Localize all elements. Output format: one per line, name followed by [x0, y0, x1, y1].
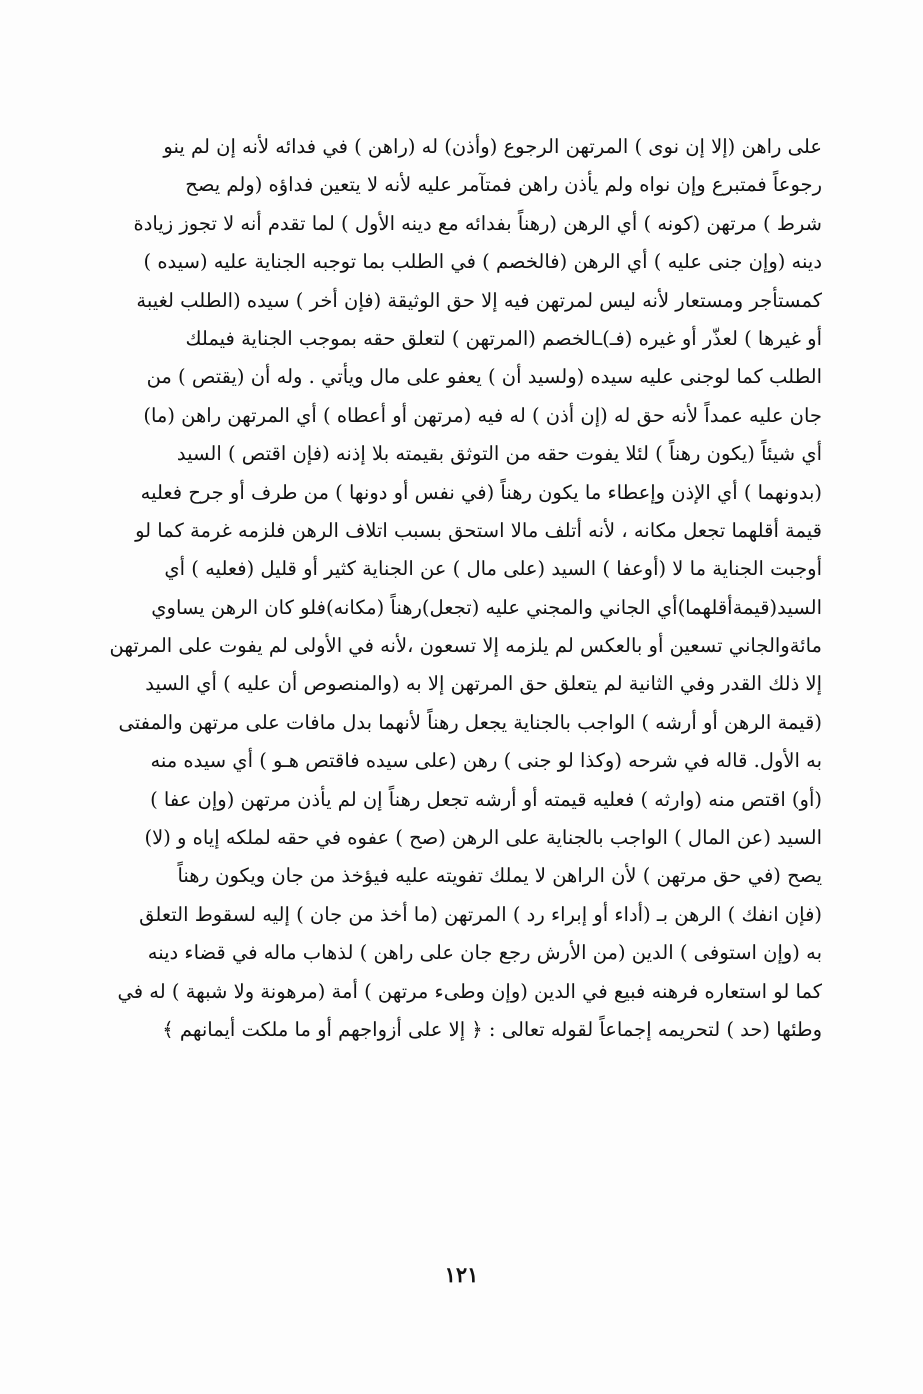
text-line: أوجبت الجناية ما لا (أوعفا ) السيد (على مال ) عن الجناية كثير أو قليل (فعليه ) أي [164, 557, 822, 581]
text-line: أو غيرها ) لعذّر أو غيره (فـ)ـالخصم (المرتهن ) لتعلق حقه بموجب الجناية فيملك [185, 326, 822, 350]
text-line: (بدونهما ) أي الإذن وإعطاء ما يكون رهناً (في نفس أو دونها ) من طرف أو جرح فعليه [140, 480, 822, 504]
text-line: جان عليه عمداً لأنه حق له (إن أذن ) له فيه (مرتهن أو أعطاه ) أي المرتهن راهن (ما) [143, 403, 822, 427]
text-line: مائةوالجاني تسعين أو بالعكس لم يلزمه إلا تسعون ،لأنه في الأولى لم يفوت على المرتهن [109, 634, 822, 658]
text-line: شرط ) مرتهن (كونه ) أي الرهن (رهناً بفدائه مع دينه الأول ) لما تقدم أنه لا تجوز زيادة [133, 211, 822, 235]
text-line: (فإن انفك ) الرهن بـ (أداء أو إبراء رد ) المرتهن (ما أخذ من جان ) إليه لسقوط التعلق [139, 902, 822, 926]
text-line: قيمة أقلهما تجعل مكانه ، لأنه أتلف مالا استحق بسبب اتلاف الرهن فلزمه غرمة كما لو [135, 518, 822, 542]
text-line: به الأول. قاله في شرحه (وكذا لو جنى ) رهن (على سيده فاقتص هـو ) أي سيده منه [150, 749, 822, 773]
page-number: ١٢١ [444, 1262, 479, 1287]
text-line: (أو) اقتص منه (وارثه ) فعليه قيمته أو أرشه تجعل رهناً إن لم يأذن مرتهن (وإن عفا ) [150, 787, 822, 811]
text-line: السيد(قيمةأقلهما)أي الجاني والمجني عليه (تجعل)رهناً (مكانه)فلو كان الرهن يساوي [151, 595, 822, 619]
text-line: دينه (وإن جنى عليه ) أي الرهن (فالخصم ) في الطلب بما توجبه الجناية عليه (سيده ) [143, 250, 822, 274]
text-line: به (وإن استوفى ) الدين (من الأرش رجع جان على راهن ) لذهاب ماله في قضاء دينه [147, 941, 822, 965]
text-line: كمستأجر ومستعار لأنه ليس لمرتهن فيه إلا حق الوثيقة (فإن أخر ) سيده (الطلب لغيبة [136, 288, 822, 312]
text-line: رجوعاً فمتبرع وإن نواه ولم يأذن راهن فمتآمر عليه لأنه لا يتعين فداؤه (ولم يصح [185, 173, 822, 197]
text-line: أي شيئاً (يكون رهناً ) لئلا يفوت حقه من التوثق بقيمته بلا إذنه (فإن اقتص ) السيد [176, 442, 822, 466]
body-text [100, 128, 822, 1049]
text-line: السيد (عن المال ) الواجب بالجناية على الرهن (صح ) عفوه في حقه لملكه إياه و (لا) [144, 826, 822, 850]
text-line: على راهن (إلا إن نوى ) المرتهن الرجوع (وأذن) له (راهن ) في فدائه لأنه إن لم ينو [163, 135, 822, 158]
text-line: يصح (في حق مرتهن ) لأن الراهن لا يملك تفويته عليه فيؤخذ من جان ويكون رهناً [177, 864, 822, 888]
text-line: الطلب كما لوجنى عليه سيده (ولسيد أن ) يعفو على مال ويأتي . وله أن (يقتص ) من [146, 365, 822, 389]
text-line: إلا ذلك القدر وفي الثانية لم يتعلق حق المرتهن إلا به (والمنصوص أن عليه ) أي السيد [145, 672, 822, 696]
text-line: (قيمة الرهن أو أرشه ) الواجب بالجناية يجعل رهناً لأنهما بدل مافات على مرتهن والمفتى [118, 710, 822, 734]
text-line: وطئها (حد ) لتحريمه إجماعاً لقوله تعالى : ﴿ إلا على أزواجهم أو ما ملكت أيمانهم ﴾ [162, 1017, 822, 1041]
text-line: كما لو استعاره فرهنه فبيع في الدين (وإن وطىء مرتهن ) أمة (مرهونة ولا شبهة ) له في [117, 979, 822, 1003]
